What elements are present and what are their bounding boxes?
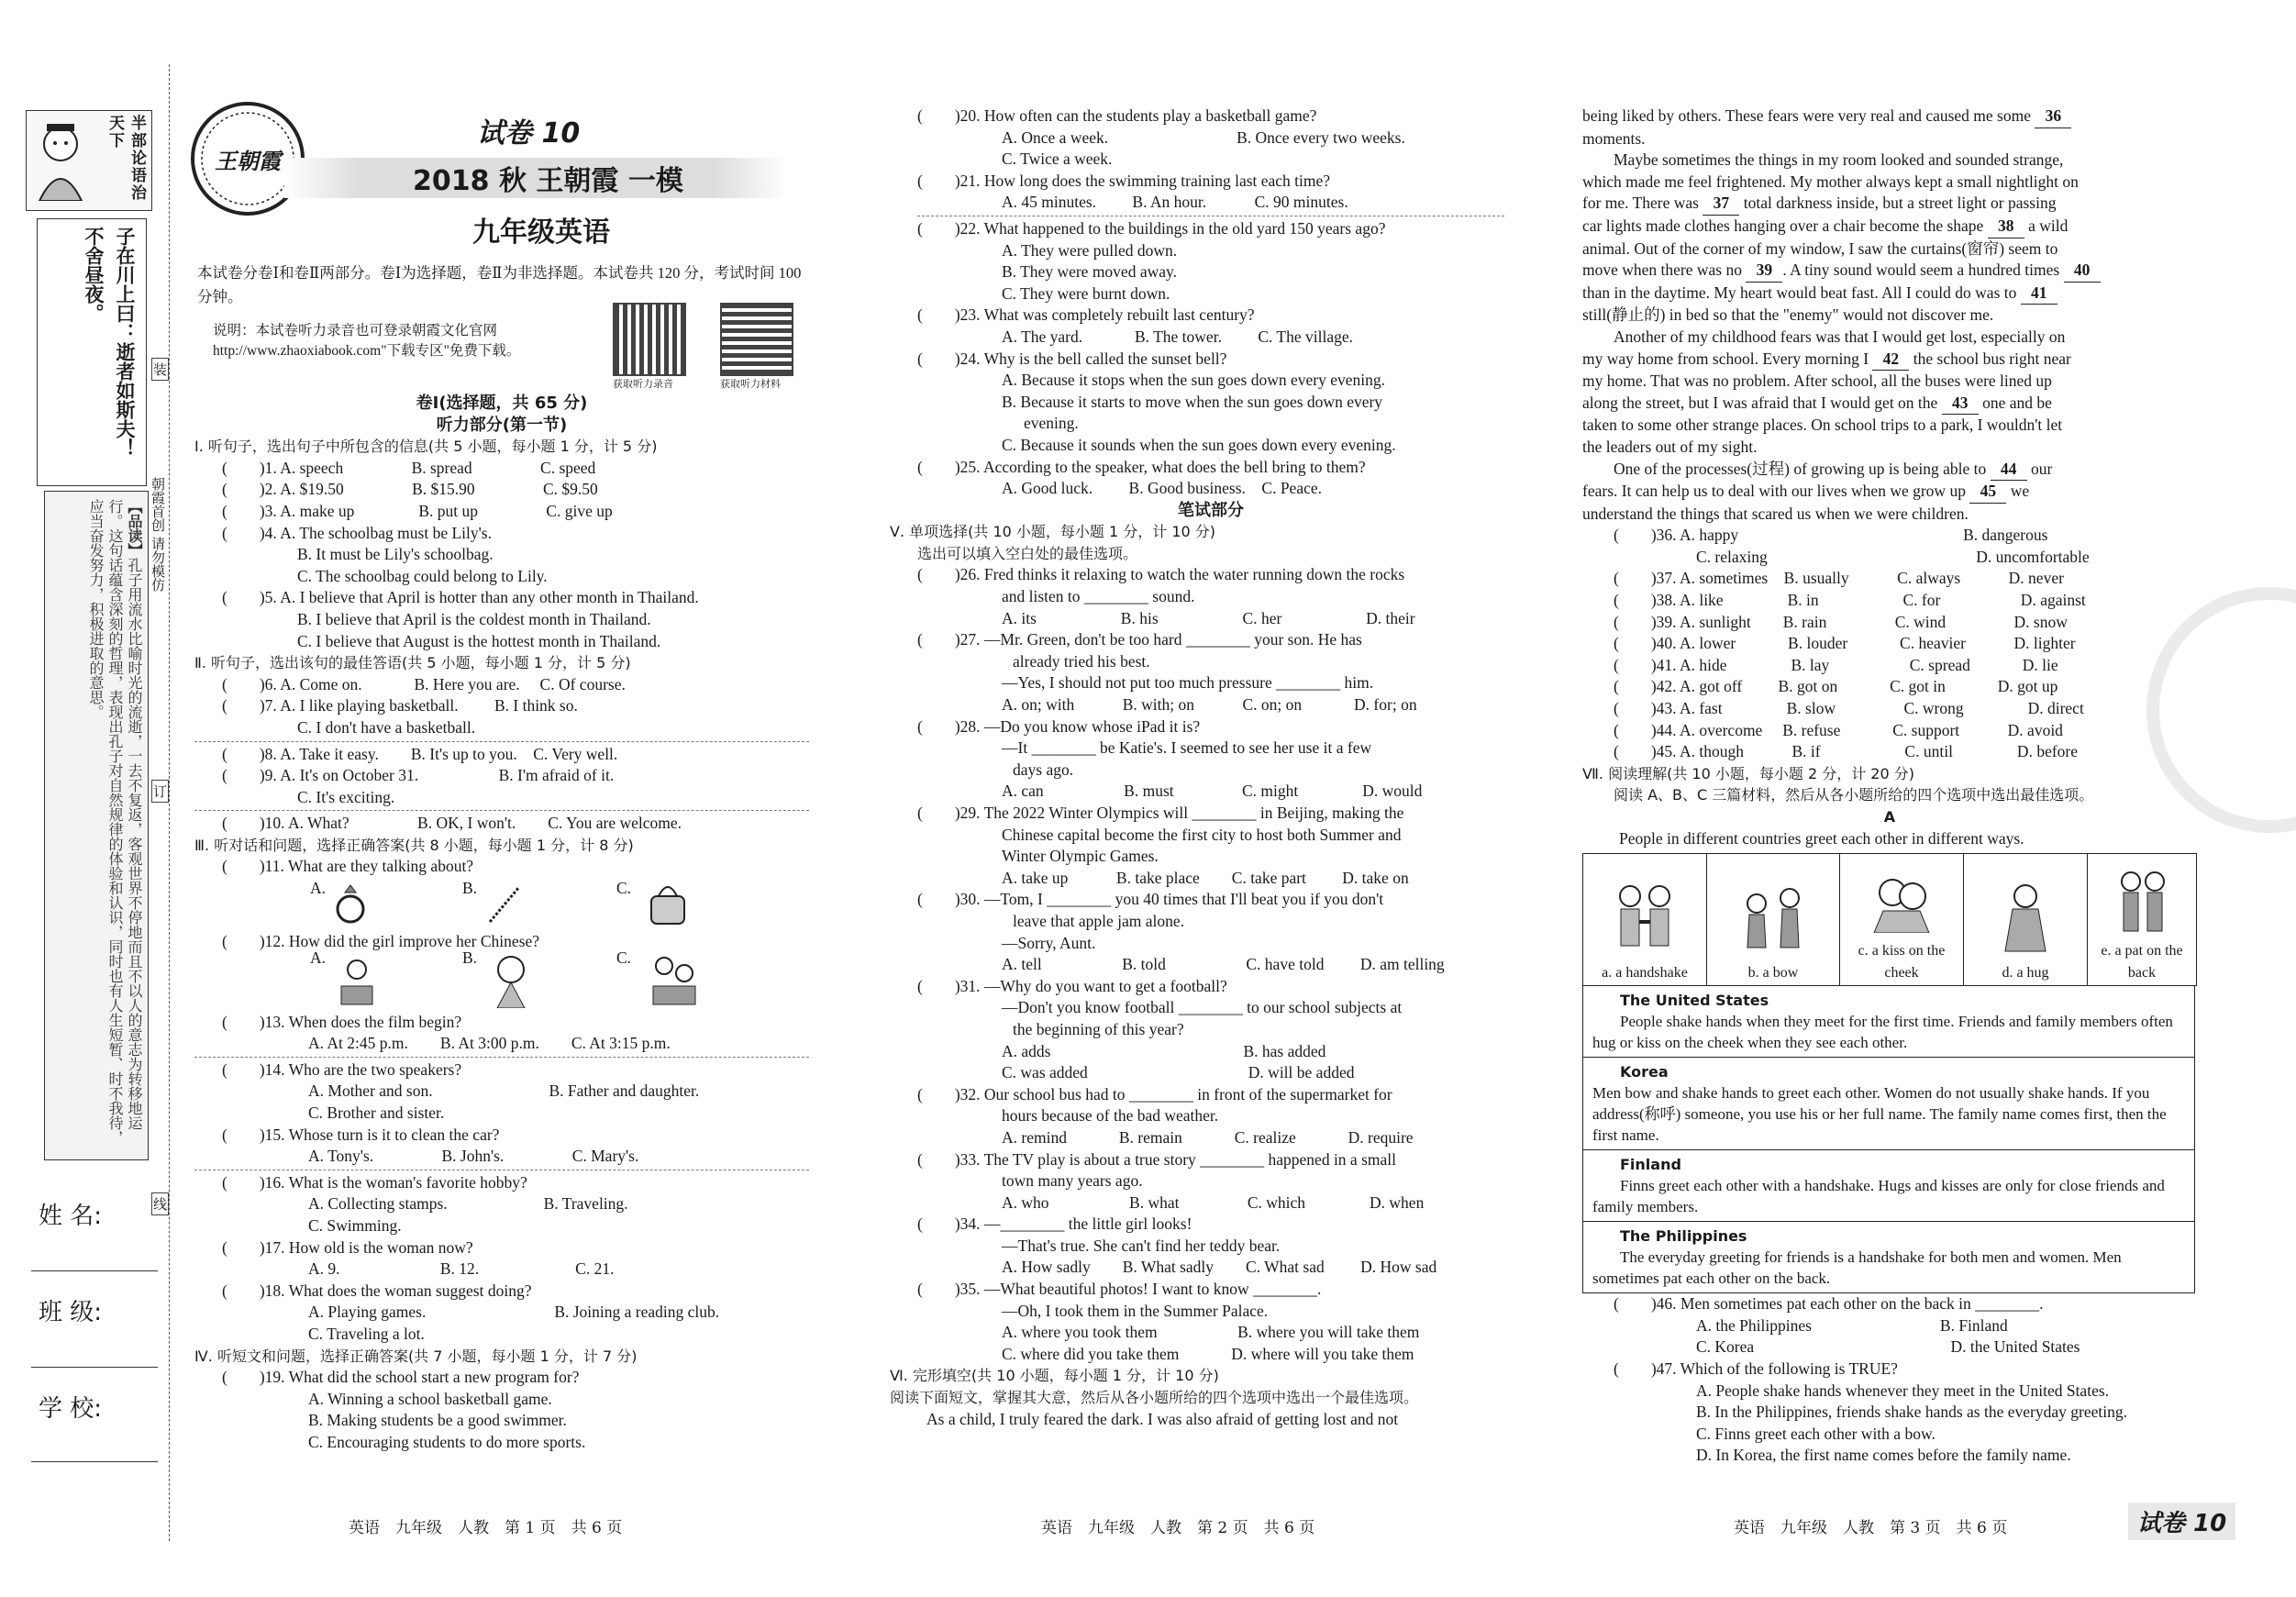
necklace-icon[interactable] (486, 882, 523, 926)
q35-reply: —Oh, I took them in the Summer Palace. (1002, 1301, 1269, 1320)
q33[interactable]: ( )33. The TV play is about a true story ________ happened in a small (917, 1149, 1396, 1169)
q15[interactable]: ( )15. Whose turn is it to clean the car? (222, 1125, 500, 1144)
seal-char-2: 订 (151, 780, 169, 803)
q16[interactable]: ( )16. What is the woman's favorite hobby? (222, 1172, 527, 1192)
q32-cont: hours because of the bad weather. (1002, 1106, 1219, 1126)
q28-cont: days ago. (1013, 760, 1074, 779)
section-7-desc: 阅读 A、B、C 三篇材料，然后从各小题所给的四个选项中选出最佳选项。 (1614, 786, 2094, 804)
column-1 (194, 393, 809, 1454)
class-label: 班 级: (39, 1299, 103, 1326)
reading-girl-icon[interactable] (332, 957, 382, 1001)
kiss-icon (1865, 869, 1938, 933)
q24[interactable]: ( )24. Why is the bell called the sunset bell? (917, 349, 1227, 368)
q12-pictures (194, 948, 809, 1012)
q12[interactable]: ( )12. How did the girl improve her Chinese? (222, 932, 540, 951)
ring-icon[interactable] (332, 882, 369, 926)
philippines-text: The everyday greeting for friends is a handshake for both men and women. Men sometimes pat each other on the back. (1592, 1248, 2122, 1288)
section-6-heading: Ⅵ. 完形填空(共 10 小题，每小题 1 分，计 10 分) (890, 1367, 1219, 1385)
pic-caption: c. a kiss on the cheek (1858, 943, 1946, 981)
q7-option-c[interactable]: C. I don't have a basketball. (297, 717, 476, 737)
usa-title: The United States (1620, 992, 1769, 1010)
pat-icon (2105, 869, 2179, 933)
q30-reply: —Sorry, Aunt. (1002, 933, 1096, 952)
divider (194, 741, 809, 742)
q11[interactable]: ( )11. What are they talking about? (222, 857, 474, 876)
section-2-heading: Ⅱ. 听句子，选出该句的最佳答语(共 5 小题，每小题 1 分，计 5 分) (194, 654, 631, 672)
blank-39[interactable]: 39 (1746, 260, 1782, 283)
option-a-label: A. (310, 879, 327, 898)
q33-options[interactable]: A. who B. what C. which D. when (1002, 1192, 1425, 1212)
q18[interactable]: ( )18. What does the woman suggest doing? (222, 1281, 532, 1300)
q18-options[interactable]: A. Playing games. B. Joining a reading club. (308, 1303, 720, 1322)
hug-cell (1964, 854, 2088, 986)
section-6-desc: 阅读下面短文，掌握其大意，然后从各小题所给的四个选项中选出一个最佳选项。 (890, 1389, 1419, 1407)
q16-option-c[interactable]: C. Swimming. (308, 1216, 402, 1235)
qr-label-audio: 获取听力录音 (613, 379, 673, 390)
bow-cell (1707, 854, 1840, 986)
qr-label-material: 获取听力材料 (720, 379, 781, 390)
q17[interactable]: ( )17. How old is the woman now? (222, 1237, 473, 1257)
pat-cell (2088, 854, 2197, 986)
passage-a-label: A (1883, 808, 1896, 826)
finland-text: Finns greet each other with a handshake. Hugs and kisses are only for close friends and family members. (1592, 1177, 2165, 1216)
q19-option-b[interactable]: B. Making students be a good swimmer. (308, 1411, 567, 1430)
q26[interactable]: ( )26. Fred thinks it relaxing to watch the water running down the rocks (917, 565, 1405, 584)
q31-cont: the beginning of this year? (1013, 1019, 1184, 1038)
footer-paper-tag: 试卷 10 (2128, 1503, 2235, 1540)
q5[interactable]: ( )5. A. I believe that April is hotter than any other month in Thailand. (222, 588, 699, 607)
philippines-section (1582, 1222, 2195, 1293)
talking-people-icon[interactable] (646, 953, 701, 997)
q4-option-b[interactable]: B. It must be Lily's schoolbag. (297, 545, 494, 564)
q38[interactable]: ( )38. A. like B. in C. for D. against (1614, 591, 2086, 610)
q42[interactable]: ( )42. A. got off B. got on C. got in D. got up (1614, 677, 2058, 696)
q23[interactable]: ( )23. What was completely rebuilt last century? (917, 305, 1255, 325)
q6[interactable]: ( )6. A. Come on. B. Here you are. C. Of course. (222, 674, 626, 693)
pic-caption: e. a pat on the back (2101, 943, 2183, 981)
q36-options[interactable]: C. relaxing D. uncomfortable (1696, 547, 2090, 566)
q19-option-c[interactable]: C. Encouraging students to do more sports. (308, 1432, 586, 1451)
passage-line: than in the daytime. My heart would beat fast. All I could do was to 41 (1582, 283, 2197, 305)
pin-box (44, 491, 149, 1160)
exam-subtitle: 九年级英语 (472, 216, 610, 249)
passage-line: my way home from school. Every morning I 42 the school bus right near (1582, 349, 2197, 372)
qr-code-audio[interactable] (613, 303, 686, 376)
motto-box (26, 110, 152, 211)
hug-icon (1989, 882, 2062, 955)
school-label: 学 校: (39, 1395, 103, 1423)
q27-cont: already tried his best. (1013, 651, 1150, 671)
q21[interactable]: ( )21. How long does the swimming training last each time? (917, 171, 1331, 190)
q28-reply: —It ________ be Katie's. I seemed to see her use it a few (1002, 738, 1372, 758)
q34-reply: —That's true. She can't find her teddy bear. (1002, 1236, 1281, 1255)
q25[interactable]: ( )25. According to the speaker, what does the bell bring to them? (917, 457, 1366, 476)
q11-pictures (194, 878, 809, 931)
q23-options[interactable]: A. The yard. B. The tower. C. The village. (1002, 327, 1354, 346)
exam-title: 2018 秋 王朝霞 一模 (413, 165, 683, 197)
q10[interactable]: ( )10. A. What? B. OK, I won't. C. You are welcome. (222, 814, 682, 833)
q18-option-c[interactable]: C. Traveling a lot. (308, 1324, 425, 1343)
q13-options[interactable]: A. At 2:45 p.m. B. At 3:00 p.m. C. At 3:15 p.m. (308, 1034, 671, 1053)
q14[interactable]: ( )14. Who are the two speakers? (222, 1059, 462, 1079)
name-line[interactable] (31, 1270, 158, 1271)
audio-note: 说明：本试卷听力录音也可登录朝霞文化官网 http://www.zhaoxiabook.com"下载专区"免费下载。 (213, 323, 521, 359)
section-4-heading: Ⅳ. 听短文和问题，选择正确答案(共 7 小题，每小题 1 分，计 7 分) (194, 1347, 638, 1365)
section-7-heading: Ⅶ. 阅读理解(共 10 小题，每小题 2 分，计 20 分) (1582, 764, 1914, 782)
pin-title: 【品读】 (126, 499, 143, 558)
section-5-desc: 选出可以填入空白处的最佳选项。 (917, 544, 1138, 562)
quote-text: 子在川上曰：逝者如斯夫！不舍昼夜。 (83, 227, 136, 458)
footer-page-3: 英语 九年级 人教 第 3 页 共 6 页 (1734, 1519, 2008, 1537)
q2[interactable]: ( )2. A. $19.50 B. $15.90 C. $9.50 (222, 480, 598, 499)
q4[interactable]: ( )4. A. The schoolbag must be Lily's. (222, 523, 492, 542)
q47-option-d[interactable]: D. In Korea, the first name comes before the family name. (1696, 1446, 2071, 1465)
part1-heading: 卷Ⅰ(选择题，共 65 分) (416, 394, 588, 413)
q24-option-b[interactable]: B. Because it starts to move when the sun goes down every (1002, 392, 1383, 411)
passage-a-intro: People in different countries greet each other in different ways. (1619, 828, 2024, 848)
column-3 (1582, 105, 2197, 1467)
q24-option-a[interactable]: A. Because it stops when the sun goes down every evening. (1002, 371, 1385, 390)
q27-reply: —Yes, I should not put too much pressure ________ him. (1002, 673, 1374, 693)
q34-options[interactable]: A. How sadly B. What sadly C. What sad D. How sad (1002, 1258, 1437, 1277)
q9-option-c[interactable]: C. It's exciting. (297, 787, 395, 806)
q45[interactable]: ( )45. A. though B. if C. until D. before (1614, 742, 2079, 761)
column-2 (890, 105, 1504, 1430)
qr-code-material[interactable] (720, 303, 793, 376)
q31-reply: —Don't you know football ________ to our school subjects at (1002, 998, 1403, 1017)
divider (194, 1057, 809, 1058)
class-line[interactable] (31, 1367, 158, 1368)
passage-line: animal. Out of the corner of my window, I saw the curtains(窗帘) seem to (1582, 238, 2058, 258)
q9[interactable]: ( )9. A. It's on October 31. B. I'm afraid of it. (222, 766, 615, 785)
q24-option-c[interactable]: C. Because it sounds when the sun goes down every evening. (1002, 435, 1396, 454)
passage-line: moments. (1582, 128, 1646, 148)
passage-line-1: As a child, I truly feared the dark. I was also afraid of getting lost and not (926, 1409, 1399, 1428)
q3[interactable]: ( )3. A. make up B. put up C. give up (222, 501, 613, 520)
passage-line: Maybe sometimes the things in my room looked and sounded strange, (1614, 150, 2064, 170)
passage-line: move when there was no 39 . A tiny sound would seem a hundred times 40 (1582, 260, 2197, 283)
philippines-title: The Philippines (1620, 1227, 1747, 1246)
q29[interactable]: ( )29. The 2022 Winter Olympics will ________ in Beijing, making the (917, 804, 1404, 822)
option-b-label: B. (462, 948, 478, 967)
q20[interactable]: ( )20. How often can the students play a basketball game? (917, 106, 1317, 125)
passage-line: still(静止的) in bed so that the "enemy" would not discover me. (1582, 305, 1994, 325)
q25-options[interactable]: A. Good luck. B. Good business. C. Peace. (1002, 479, 1322, 498)
blank-43[interactable]: 43 (1942, 393, 1979, 416)
section-1-heading: Ⅰ. 听句子，选出句子中所包含的信息(共 5 小题，每小题 1 分，计 5 分) (194, 438, 658, 456)
q14-option-c[interactable]: C. Brother and sister. (308, 1103, 445, 1123)
q1[interactable]: ( )1. A. speech B. spread C. speed (222, 458, 596, 477)
singing-girl-icon[interactable] (486, 953, 536, 997)
q46-options-2[interactable]: C. Korea D. the United States (1696, 1337, 2080, 1357)
blank-40[interactable]: 40 (2064, 260, 2101, 283)
handbag-icon[interactable] (646, 878, 682, 922)
q24-option-b-cont: evening. (1024, 414, 1079, 433)
seal-char-1: 装 (151, 358, 169, 381)
q16-options[interactable]: A. Collecting stamps. B. Traveling. (308, 1194, 628, 1214)
q29-cont: Chinese capital become the first city to host both Summer and (1002, 825, 1402, 844)
passage-line: car lights made clothes hanging over a chair become the shape 38 a wild (1582, 216, 2197, 238)
q20-options[interactable]: A. Once a week. B. Once every two weeks. (1002, 128, 1405, 147)
q28-options[interactable]: A. can B. must C. might D. would (1002, 782, 1423, 801)
exam-intro: 本试卷分卷Ⅰ和卷Ⅱ两部分。卷Ⅰ为选择题，卷Ⅱ为非选择题。本试卷共 120 分，考试时间 100 分钟。 (197, 264, 802, 305)
q22-option-c[interactable]: C. They were burnt down. (1002, 283, 1170, 303)
passage-line: fears. It can help us to deal with our lives when we grow up 45 we (1582, 481, 2197, 504)
q28[interactable]: ( )28. —Do you know whose iPad it is? (917, 716, 1201, 736)
q27[interactable]: ( )27. —Mr. Green, don't be too hard ________ your son. He has (917, 630, 1362, 649)
q22[interactable]: ( )22. What happened to the buildings in the old yard 150 years ago? (917, 218, 1386, 238)
blank-42[interactable]: 42 (1872, 349, 1909, 372)
q32[interactable]: ( )32. Our school bus had to ________ in front of the supermarket for (917, 1084, 1392, 1103)
handshake-icon (1608, 882, 1681, 955)
greeting-box (1582, 853, 2195, 1293)
bow-icon (1736, 882, 1810, 955)
passage-line: the leaders out of my sight. (1582, 437, 1758, 456)
q44[interactable]: ( )44. A. overcome B. refuse C. support D. avoid (1614, 720, 2063, 739)
blank-45[interactable]: 45 (1969, 481, 2006, 504)
passage-line: my home. That was no problem. After school, all the buses were lined up (1582, 372, 2052, 391)
passage-line: which made me feel frightened. My mother always kept a small nightlight on (1582, 172, 2079, 191)
q36[interactable]: ( )36. A. happy B. dangerous (1614, 526, 2048, 545)
q7[interactable]: ( )7. A. I like playing basketball. B. I think so. (222, 696, 578, 715)
handshake-cell (1583, 854, 1707, 986)
q32-options[interactable]: A. remind B. remain C. realize D. require (1002, 1127, 1414, 1147)
logo-text: 王朝霞 (215, 150, 281, 174)
binding-line (169, 64, 170, 1541)
pic-caption: b. a bow (1747, 964, 1799, 981)
q19[interactable]: ( )19. What did the school start a new program for? (222, 1368, 580, 1387)
finland-section (1582, 1150, 2195, 1222)
q15-options[interactable]: A. Tony's. B. John's. C. Mary's. (308, 1147, 639, 1166)
passage-line: being liked by others. These fears were very real and caused me some 36 (1582, 105, 2197, 128)
scholar-icon (32, 120, 89, 201)
q4-option-c[interactable]: C. The schoolbag could belong to Lily. (297, 566, 548, 585)
section-5-heading: Ⅴ. 单项选择(共 10 小题，每小题 1 分，计 10 分) (890, 523, 1216, 541)
footer-page-1: 英语 九年级 人教 第 1 页 共 6 页 (349, 1519, 623, 1537)
listening-heading: 听力部分(第一节) (436, 415, 568, 435)
q35-options[interactable]: A. where you took them B. where you will take them (1002, 1323, 1420, 1342)
q22-option-a[interactable]: A. They were pulled down. (1002, 240, 1178, 260)
seal-char-3: 线 (151, 1192, 169, 1215)
korea-section (1582, 1058, 2195, 1150)
name-label: 姓 名: (39, 1203, 103, 1230)
school-line[interactable] (31, 1461, 158, 1462)
blank-41[interactable]: 41 (2021, 283, 2058, 305)
q14-options[interactable]: A. Mother and son. B. Father and daughter. (308, 1081, 700, 1101)
q46[interactable]: ( )46. Men sometimes pat each other on the back in ________. (1614, 1294, 2044, 1314)
q5-option-b[interactable]: B. I believe that April is the coldest month in Thailand. (297, 609, 651, 628)
q37[interactable]: ( )37. A. sometimes B. usually C. always D. never (1614, 569, 2064, 588)
option-b-label: B. (462, 879, 478, 898)
q35[interactable]: ( )35. —What beautiful photos! I want to know ________. (917, 1280, 1322, 1299)
option-a-label: A. (310, 948, 327, 967)
q21-options[interactable]: A. 45 minutes. B. An hour. C. 90 minutes. (1002, 193, 1348, 212)
blank-44[interactable]: 44 (1991, 459, 2027, 482)
q22-option-b[interactable]: B. They were moved away. (1002, 262, 1177, 282)
q30[interactable]: ( )30. —Tom, I ________ you 40 times that I'll beat you if you don't (917, 890, 1384, 909)
blank-37[interactable]: 37 (1703, 193, 1739, 216)
passage-line: understand the things that scared us when we were children. (1582, 504, 1969, 523)
pic-caption: a. a handshake (1602, 964, 1688, 981)
q20-option-c[interactable]: C. Twice a week. (1002, 150, 1113, 169)
pic-caption: d. a hug (2002, 964, 2049, 981)
passage-line: Another of my childhood fears was that I would get lost, especially on (1614, 327, 2066, 346)
divider (194, 810, 809, 811)
usa-text: People shake hands when they meet for the first time. Friends and family members often hug or kiss on the cheek when they see each other. (1592, 1013, 2173, 1052)
q29-cont2: Winter Olympic Games. (1002, 847, 1159, 866)
q8[interactable]: ( )8. A. Take it easy. B. It's up to you. C. Very well. (222, 744, 618, 763)
q47-option-c[interactable]: C. Finns greet each other with a bow. (1696, 1424, 1936, 1443)
greeting-pictures (1582, 853, 2197, 986)
q27-options[interactable]: A. on; with B. with; on C. on; on D. for; on (1002, 695, 1417, 715)
q47-option-b[interactable]: B. In the Philippines, friends shake hands as the everyday greeting. (1696, 1403, 2127, 1422)
passage-line: taken to some other strange places. On school trips to a park, I wouldn't let (1582, 416, 2063, 435)
q41[interactable]: ( )41. A. hide B. lay C. spread D. lie (1614, 655, 2058, 674)
binding-words: 朝霞首创 请勿模仿 (150, 477, 166, 592)
blank-36[interactable]: 36 (2035, 105, 2071, 128)
quote-box (37, 218, 147, 486)
blank-38[interactable]: 38 (1988, 216, 2024, 238)
usa-section (1582, 986, 2195, 1058)
q40[interactable]: ( )40. A. lower B. louder C. heavier D. lighter (1614, 634, 2076, 653)
q30-options[interactable]: A. tell B. told C. have told D. am telling (1002, 955, 1445, 974)
motto-title: 半部论语治天下 (105, 115, 146, 202)
paper-number: 试卷 10 (477, 117, 581, 150)
q31-options-2[interactable]: C. was added D. will be added (1002, 1063, 1355, 1082)
section-3-heading: Ⅲ. 听对话和问题，选择正确答案(共 8 小题，每小题 1 分，计 8 分) (194, 836, 634, 854)
passage-line: One of the processes(过程) of growing up is being able to 44 our (1582, 459, 2197, 482)
q29-options[interactable]: A. take up B. take place C. take part D. take on (1002, 868, 1409, 887)
q5-option-c[interactable]: C. I believe that August is the hottest month in Thailand. (297, 631, 661, 650)
q39[interactable]: ( )39. A. sunlight B. rain C. wind D. snow (1614, 612, 2068, 631)
finland-title: Finland (1620, 1156, 1681, 1174)
written-heading: 笔试部分 (1178, 500, 1244, 520)
q13[interactable]: ( )13. When does the film begin? (222, 1012, 462, 1031)
q19-option-a[interactable]: A. Winning a school basketball game. (308, 1389, 552, 1408)
passage-line: along the street, but I was afraid that I would get on the 43 one and be (1582, 393, 2197, 416)
q17-options[interactable]: A. 9. B. 12. C. 21. (308, 1259, 615, 1279)
q31-options[interactable]: A. adds B. has added (1002, 1041, 1326, 1060)
korea-title: Korea (1620, 1063, 1669, 1081)
q34[interactable]: ( )34. —________ the little girl looks! (917, 1214, 1192, 1234)
q30-cont: leave that apple jam alone. (1013, 911, 1185, 930)
q46-options[interactable]: A. the Philippines B. Finland (1696, 1315, 2008, 1335)
q47[interactable]: ( )47. Which of the following is TRUE? (1614, 1359, 1898, 1378)
kiss-cell (1840, 854, 1964, 986)
q35-options-2[interactable]: C. where did you take them D. where will you take them (1002, 1344, 1414, 1363)
footer-page-2: 英语 九年级 人教 第 2 页 共 6 页 (1041, 1519, 1315, 1537)
q26-cont: and listen to ________ sound. (1002, 587, 1195, 606)
q33-cont: town many years ago. (1002, 1171, 1143, 1191)
option-c-label: C. (616, 948, 632, 967)
pin-text (86, 499, 144, 1150)
q47-option-a[interactable]: A. People shake hands whenever they meet in the United States. (1696, 1381, 2110, 1400)
pin-body: 孔子用流水比喻时光的流逝，一去不复返，客观世界不停地而且不以人的意志为转移地运行。这句话蕴含深刻的哲理，表现出孔子对自然规律的体验和认识，同时也有人生短暂、时不我待，应当奋发努力，积极进取的意思。 (87, 499, 143, 1145)
q26-options[interactable]: A. its B. his C. her D. their (1002, 608, 1415, 627)
korea-text: Men bow and shake hands to greet each other. Women do not usually shake hands. If you address(称呼) someone, you use his or her full name. The family name comes first, then the first name. (1592, 1084, 2167, 1145)
passage-line: for me. There was 37 total darkness inside, but a street light or passing (1582, 193, 2197, 216)
q31[interactable]: ( )31. —Why do you want to get a football? (917, 976, 1227, 995)
option-c-label: C. (616, 879, 632, 898)
q43[interactable]: ( )43. A. fast B. slow C. wrong D. direct (1614, 699, 2084, 718)
